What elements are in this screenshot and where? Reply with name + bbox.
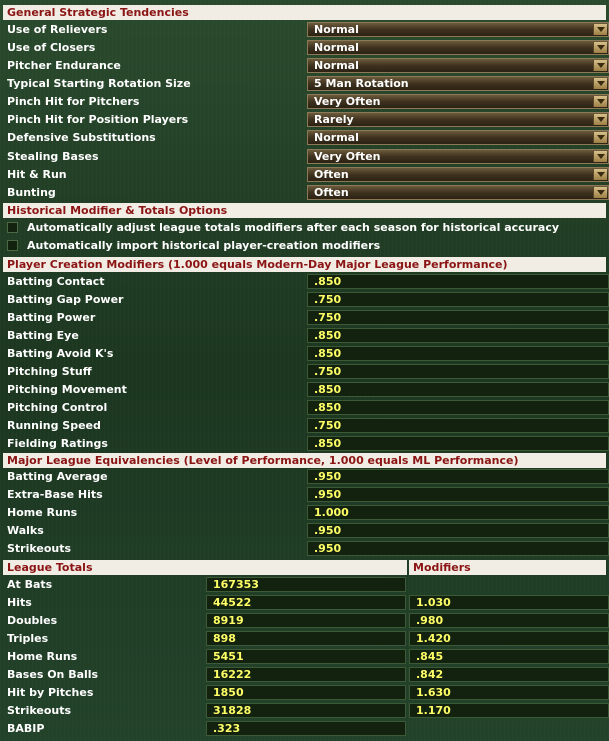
- chevron-down-icon[interactable]: [593, 169, 607, 180]
- chevron-down-icon[interactable]: [593, 60, 607, 71]
- import-modifiers-checkbox[interactable]: [7, 240, 18, 251]
- totals-input[interactable]: 167353: [206, 577, 406, 592]
- equivalency-label: Strikeouts: [7, 542, 72, 555]
- setting-row: [3, 57, 606, 74]
- totals-modifier-input[interactable]: 1.420: [409, 631, 609, 646]
- modifier-input[interactable]: .850: [307, 346, 609, 361]
- equivalency-row: [3, 468, 606, 485]
- totals-label: Home Runs: [7, 650, 78, 663]
- chevron-down-icon[interactable]: [593, 24, 607, 35]
- chevron-down-icon[interactable]: [593, 132, 607, 143]
- equivalency-input[interactable]: .950: [307, 523, 609, 538]
- setting-row: [3, 166, 606, 183]
- modifier-row: [3, 291, 606, 308]
- totals-modifier-input[interactable]: .845: [409, 649, 609, 664]
- ph-pitchers-dropdown[interactable]: [307, 94, 609, 109]
- totals-row: [3, 594, 606, 611]
- setting-label: Stealing Bases: [7, 150, 99, 163]
- checkbox-row[interactable]: [3, 219, 606, 236]
- modifier-row: [3, 273, 606, 290]
- modifier-label: Pitching Movement: [7, 383, 127, 396]
- checkbox-label[interactable]: Automatically adjust league totals modifiers after each season for historical accuracy: [27, 221, 560, 234]
- equivalency-label: Batting Average: [7, 470, 108, 483]
- equivalency-input[interactable]: 1.000: [307, 505, 609, 520]
- league-totals-header: League Totals: [3, 560, 407, 575]
- checkbox-row[interactable]: [3, 237, 606, 254]
- stealing-dropdown[interactable]: [307, 149, 609, 164]
- totals-modifier-input[interactable]: 1.630: [409, 685, 609, 700]
- adjust-totals-checkbox[interactable]: [7, 222, 18, 233]
- setting-label: Bunting: [7, 186, 56, 199]
- equivalency-label: Home Runs: [7, 506, 78, 519]
- checkbox-label[interactable]: Automatically import historical player-creation modifiers: [27, 239, 381, 252]
- dropdown-value: Often: [314, 186, 349, 199]
- totals-label: Hit by Pitches: [7, 686, 94, 699]
- dropdown-value: Normal: [314, 23, 359, 36]
- ph-position-dropdown[interactable]: [307, 112, 609, 127]
- chevron-down-icon[interactable]: [593, 96, 607, 107]
- setting-label: Pinch Hit for Position Players: [7, 113, 189, 126]
- totals-label: Strikeouts: [7, 704, 72, 717]
- totals-input[interactable]: 44522: [206, 595, 406, 610]
- defensive-subs-dropdown[interactable]: [307, 130, 609, 145]
- dropdown-value: Rarely: [314, 113, 354, 126]
- totals-modifier-input[interactable]: 1.030: [409, 595, 609, 610]
- modifier-row: [3, 309, 606, 326]
- dropdown-value: Normal: [314, 41, 359, 54]
- dropdown-value: Often: [314, 168, 349, 181]
- totals-label: Doubles: [7, 614, 58, 627]
- setting-row: [3, 21, 606, 38]
- setting-label: Use of Closers: [7, 41, 96, 54]
- modifiers-header: Modifiers: [409, 560, 606, 575]
- setting-row: [3, 184, 606, 201]
- totals-label: Triples: [7, 632, 49, 645]
- totals-row: [3, 720, 606, 737]
- modifier-input[interactable]: .750: [307, 292, 609, 307]
- totals-modifier-input[interactable]: 1.170: [409, 703, 609, 718]
- closers-dropdown[interactable]: [307, 40, 609, 55]
- setting-row: [3, 39, 606, 56]
- modifier-input[interactable]: .850: [307, 328, 609, 343]
- totals-label: BABIP: [7, 722, 45, 735]
- setting-row: [3, 111, 606, 128]
- totals-label: Bases On Balls: [7, 668, 99, 681]
- equivalency-row: [3, 504, 606, 521]
- dropdown-value: 5 Man Rotation: [314, 77, 409, 90]
- general-header: General Strategic Tendencies: [3, 5, 606, 20]
- totals-input[interactable]: 5451: [206, 649, 406, 664]
- setting-label: Typical Starting Rotation Size: [7, 77, 191, 90]
- totals-input[interactable]: 898: [206, 631, 406, 646]
- totals-modifier-input[interactable]: .980: [409, 613, 609, 628]
- totals-label: At Bats: [7, 578, 53, 591]
- equivalency-row: [3, 522, 606, 539]
- modifier-label: Running Speed: [7, 419, 101, 432]
- setting-row: [3, 148, 606, 165]
- totals-input[interactable]: 31828: [206, 703, 406, 718]
- equivalencies-header: Major League Equivalencies (Level of Performance, 1.000 equals ML Performance): [3, 453, 606, 468]
- totals-modifier-input[interactable]: .842: [409, 667, 609, 682]
- modifier-row: [3, 345, 606, 362]
- setting-label: Hit & Run: [7, 168, 67, 181]
- modifier-label: Batting Power: [7, 311, 96, 324]
- setting-label: Use of Relievers: [7, 23, 108, 36]
- modifier-input[interactable]: .850: [307, 436, 609, 451]
- rotation-dropdown[interactable]: [307, 76, 609, 91]
- chevron-down-icon[interactable]: [593, 151, 607, 162]
- setting-label: Pitcher Endurance: [7, 59, 121, 72]
- totals-input[interactable]: .323: [206, 721, 406, 736]
- totals-row: [3, 612, 606, 629]
- equivalency-label: Walks: [7, 524, 44, 537]
- modifier-input[interactable]: .750: [307, 310, 609, 325]
- modifier-label: Pitching Control: [7, 401, 108, 414]
- modifier-input[interactable]: .850: [307, 274, 609, 289]
- relievers-dropdown[interactable]: [307, 22, 609, 37]
- hit-run-dropdown[interactable]: [307, 167, 609, 182]
- bunting-dropdown[interactable]: [307, 185, 609, 200]
- endurance-dropdown[interactable]: [307, 58, 609, 73]
- modifier-label: Batting Avoid K's: [7, 347, 114, 360]
- totals-row: [3, 630, 606, 647]
- equivalency-row: [3, 486, 606, 503]
- dropdown-value: Very Often: [314, 95, 381, 108]
- modifier-label: Batting Eye: [7, 329, 79, 342]
- totals-input[interactable]: 1850: [206, 685, 406, 700]
- modifier-row: [3, 363, 606, 380]
- setting-label: Defensive Substitutions: [7, 131, 156, 144]
- totals-row: [3, 702, 606, 719]
- modifier-row: [3, 327, 606, 344]
- dropdown-value: Very Often: [314, 150, 381, 163]
- equivalency-label: Extra-Base Hits: [7, 488, 103, 501]
- setting-row: [3, 75, 606, 92]
- dropdown-value: Normal: [314, 131, 359, 144]
- modifier-input[interactable]: .750: [307, 364, 609, 379]
- modifier-input[interactable]: .850: [307, 382, 609, 397]
- chevron-down-icon[interactable]: [593, 42, 607, 53]
- modifier-input[interactable]: .750: [307, 418, 609, 433]
- chevron-down-icon[interactable]: [593, 114, 607, 125]
- modifier-row: [3, 417, 606, 434]
- chevron-down-icon[interactable]: [593, 187, 607, 198]
- totals-row: [3, 684, 606, 701]
- totals-row: [3, 648, 606, 665]
- totals-label: Hits: [7, 596, 32, 609]
- modifier-input[interactable]: .850: [307, 400, 609, 415]
- totals-row: [3, 666, 606, 683]
- setting-label: Pinch Hit for Pitchers: [7, 95, 140, 108]
- creation-header: Player Creation Modifiers (1.000 equals Modern-Day Major League Performance): [3, 257, 606, 272]
- modifier-row: [3, 399, 606, 416]
- dropdown-value: Normal: [314, 59, 359, 72]
- equivalency-input[interactable]: .950: [307, 469, 609, 484]
- modifier-row: [3, 435, 606, 452]
- totals-row: [3, 576, 606, 593]
- totals-input[interactable]: 8919: [206, 613, 406, 628]
- historical-header: Historical Modifier & Totals Options: [3, 203, 606, 218]
- modifier-label: Pitching Stuff: [7, 365, 92, 378]
- equivalency-input[interactable]: .950: [307, 541, 609, 556]
- equivalency-input[interactable]: .950: [307, 487, 609, 502]
- equivalency-row: [3, 540, 606, 557]
- totals-input[interactable]: 16222: [206, 667, 406, 682]
- modifier-label: Batting Contact: [7, 275, 105, 288]
- setting-row: [3, 129, 606, 146]
- setting-row: [3, 93, 606, 110]
- modifier-label: Fielding Ratings: [7, 437, 108, 450]
- chevron-down-icon[interactable]: [593, 78, 607, 89]
- modifier-row: [3, 381, 606, 398]
- modifier-label: Batting Gap Power: [7, 293, 124, 306]
